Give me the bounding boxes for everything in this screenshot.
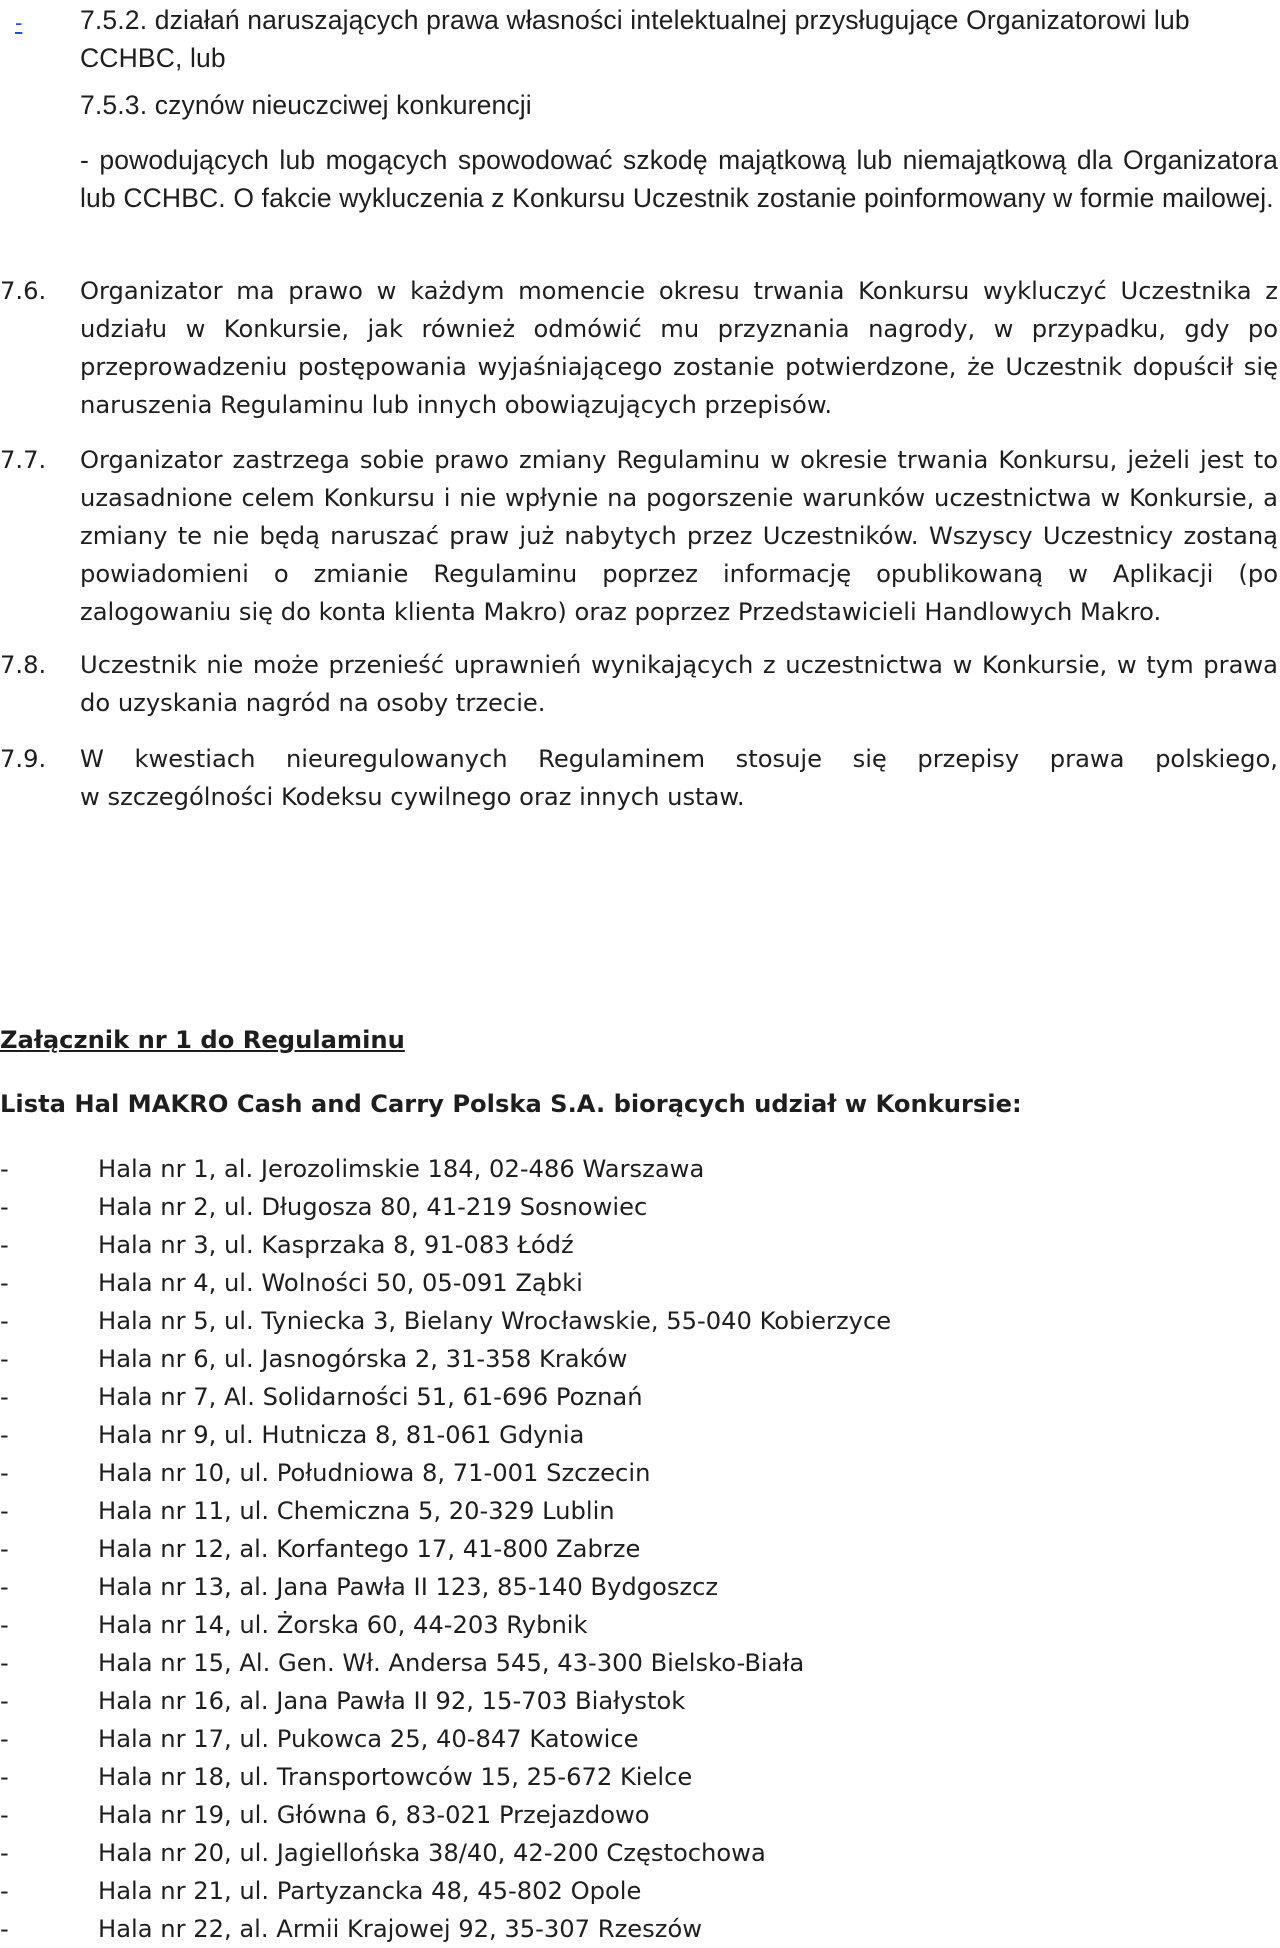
list-item xyxy=(0,1758,1280,1796)
hall-entry: Hala nr 14, ul. Żorska 60, 44-203 Rybnik xyxy=(98,1611,588,1639)
clause-text: Uczestnik nie może przenieść uprawnień wynikających z uczestnictwa w Konkursie, w tym prawa do uzyskania nagród na osoby trzecie. xyxy=(80,651,1278,717)
hall-entry: Hala nr 6, ul. Jasnogórska 2, 31-358 Kraków xyxy=(98,1345,628,1373)
annex-title: Załącznik nr 1 do Regulaminu xyxy=(0,1026,405,1054)
list-bullet: - xyxy=(0,1611,9,1639)
hall-entry: Hala nr 5, ul. Tyniecka 3, Bielany Wrocławskie, 55-040 Kobierzyce xyxy=(98,1307,892,1335)
list-item xyxy=(0,1682,1280,1720)
hall-entry: Hala nr 12, al. Korfantego 17, 41-800 Zabrze xyxy=(98,1535,641,1563)
exclusion-consequence: - powodujących lub mogących spowodować szkodę majątkową lub niemajątkową dla Organizatora lub CCHBC. O fakcie wykluczenia z Konkursu Uczestnik zostanie poinformowany w formie mailowej. xyxy=(80,145,1278,213)
clause-number: 7.8. xyxy=(0,651,47,679)
clause-text: działań naruszających prawa własności intelektualnej przysługujące Organizatorowi lub CCHBC, lub xyxy=(80,5,1190,73)
list-bullet: - xyxy=(0,1193,9,1221)
hall-entry: Hala nr 3, ul. Kasprzaka 8, 91-083 Łódź xyxy=(98,1231,574,1259)
list-item xyxy=(0,1492,1280,1530)
list-bullet: - xyxy=(0,1459,9,1487)
list-item xyxy=(0,1264,1280,1302)
list-item xyxy=(0,1188,1280,1226)
list-bullet: - xyxy=(0,1535,9,1563)
hall-entry: Hala nr 4, ul. Wolności 50, 05-091 Ząbki xyxy=(98,1269,583,1297)
clause-number: 7.5.2. xyxy=(80,5,148,35)
hall-entry: Hala nr 19, ul. Główna 6, 83-021 Przejazdowo xyxy=(98,1801,650,1829)
list-bullet: - xyxy=(0,1839,9,1867)
clause-number: 7.5.3. xyxy=(80,90,148,120)
clause-number: 7.7. xyxy=(0,446,47,474)
hall-entry: Hala nr 13, al. Jana Pawła II 123, 85-140 Bydgoszcz xyxy=(98,1573,719,1601)
list-bullet: - xyxy=(0,1345,9,1373)
hall-entry: Hala nr 11, ul. Chemiczna 5, 20-329 Lublin xyxy=(98,1497,615,1525)
hall-list xyxy=(0,1150,1280,1948)
list-bullet: - xyxy=(0,1421,9,1449)
list-bullet: - xyxy=(0,1269,9,1297)
hall-entry: Hala nr 21, ul. Partyzancka 48, 45-802 Opole xyxy=(98,1877,642,1905)
list-marker: - xyxy=(15,10,23,35)
clause-text: Organizator zastrzega sobie prawo zmiany Regulaminu w okresie trwania Konkursu, jeżeli jest to uzasadnione celem Konkursu i nie wpłynie na pogorszenie warunków uczestnictwa w Konkursie, a zmiany te nie będą naruszać praw już nabytych przez Uczestników. Wszyscy Uczestnicy zostaną powiadomieni o zmianie Regulaminu poprzez informację opublikowaną w Aplikacji (po zalogowaniu się do konta klienta Makro) oraz poprzez Przedstawicieli Handlowych Makro. xyxy=(80,446,1278,626)
list-bullet: - xyxy=(0,1649,9,1677)
list-item xyxy=(0,1150,1280,1188)
list-bullet: - xyxy=(0,1307,9,1335)
list-item xyxy=(0,1530,1280,1568)
list-bullet: - xyxy=(0,1877,9,1905)
list-bullet: - xyxy=(0,1497,9,1525)
list-bullet: - xyxy=(0,1915,9,1943)
clause-text-line-1: W kwestiach nieuregulowanych Regulaminem stosuje się przepisy prawa polskiego, xyxy=(80,745,1278,773)
hall-entry: Hala nr 15, Al. Gen. Wł. Andersa 545, 43-300 Bielsko-Biała xyxy=(98,1649,805,1677)
list-item xyxy=(0,1340,1280,1378)
hall-entry: Hala nr 1, al. Jerozolimskie 184, 02-486 Warszawa xyxy=(98,1155,705,1183)
list-item xyxy=(0,1872,1280,1910)
list-item xyxy=(0,1226,1280,1264)
hall-list-title: Lista Hal MAKRO Cash and Carry Polska S.A. biorących udział w Konkursie: xyxy=(0,1090,1022,1118)
list-item xyxy=(0,1910,1280,1948)
list-bullet: - xyxy=(0,1763,9,1791)
hall-entry: Hala nr 9, ul. Hutnicza 8, 81-061 Gdynia xyxy=(98,1421,585,1449)
hall-entry: Hala nr 17, ul. Pukowca 25, 40-847 Katowice xyxy=(98,1725,639,1753)
list-bullet: - xyxy=(0,1383,9,1411)
list-item xyxy=(0,1720,1280,1758)
hall-entry: Hala nr 2, ul. Długosza 80, 41-219 Sosnowiec xyxy=(98,1193,648,1221)
list-item xyxy=(0,1416,1280,1454)
clause-number: 7.9. xyxy=(0,745,47,773)
list-item xyxy=(0,1606,1280,1644)
clause-text: czynów nieuczciwej konkurencji xyxy=(154,90,532,120)
hall-entry: Hala nr 20, ul. Jagiellońska 38/40, 42-200 Częstochowa xyxy=(98,1839,766,1867)
hall-entry: Hala nr 10, ul. Południowa 8, 71-001 Szczecin xyxy=(98,1459,651,1487)
list-item xyxy=(0,1378,1280,1416)
list-bullet: - xyxy=(0,1155,9,1183)
hall-entry: Hala nr 16, al. Jana Pawła II 92, 15-703 Białystok xyxy=(98,1687,686,1715)
list-item xyxy=(0,1796,1280,1834)
hall-entry: Hala nr 22, al. Armii Krajowej 92, 35-307 Rzeszów xyxy=(98,1915,703,1943)
list-item xyxy=(0,1834,1280,1872)
hall-entry: Hala nr 7, Al. Solidarności 51, 61-696 Poznań xyxy=(98,1383,643,1411)
clause-text-line-2: w szczególności Kodeksu cywilnego oraz innych ustaw. xyxy=(80,783,745,811)
hall-entry: Hala nr 18, ul. Transportowców 15, 25-672 Kielce xyxy=(98,1763,693,1791)
list-item xyxy=(0,1454,1280,1492)
list-item xyxy=(0,1302,1280,1340)
list-item xyxy=(0,1644,1280,1682)
list-bullet: - xyxy=(0,1573,9,1601)
list-bullet: - xyxy=(0,1231,9,1259)
clause-number: 7.6. xyxy=(0,277,47,305)
list-bullet: - xyxy=(0,1801,9,1829)
list-bullet: - xyxy=(0,1687,9,1715)
clause-text: Organizator ma prawo w każdym momencie okresu trwania Konkursu wykluczyć Uczestnika z udziału w Konkursie, jak również odmówić mu przyznania nagrody, w przypadku, gdy po przeprowadzeniu postępowania wyjaśniającego zostanie potwierdzone, że Uczestnik dopuścił się naruszenia Regulaminu lub innych obowiązujących przepisów. xyxy=(80,277,1278,419)
list-bullet: - xyxy=(0,1725,9,1753)
list-item xyxy=(0,1568,1280,1606)
